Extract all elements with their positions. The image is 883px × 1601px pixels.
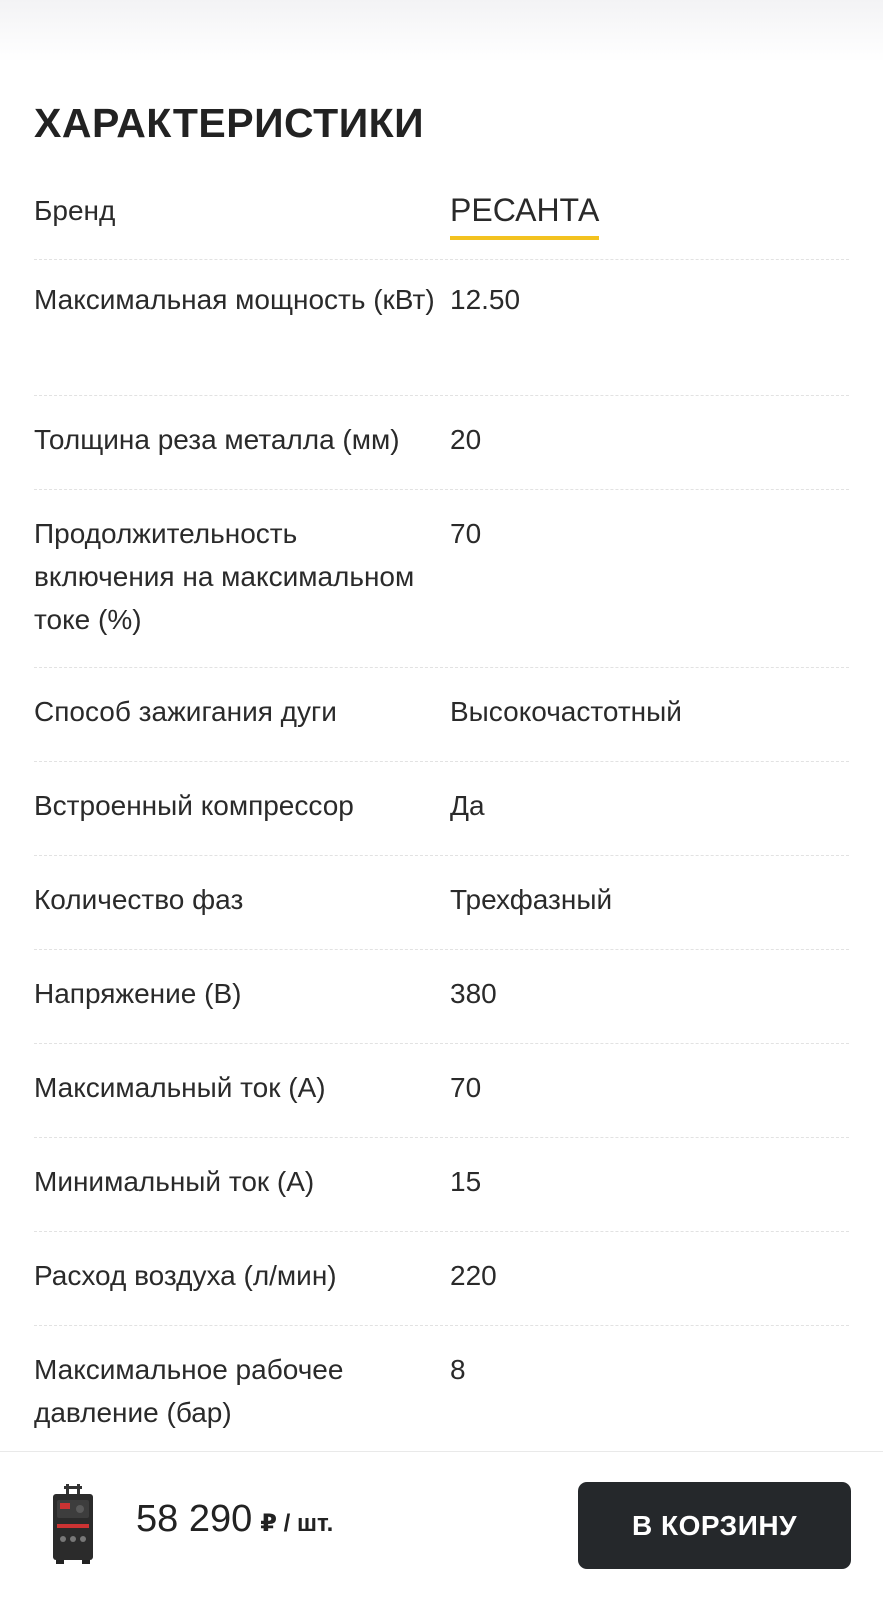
welder-thumbnail-icon[interactable] <box>50 1484 96 1564</box>
spec-label: Расход воздуха (л/мин) <box>34 1260 337 1291</box>
spec-value: 15 <box>450 1166 482 1197</box>
spec-label: Встроенный компрессор <box>34 790 354 821</box>
spec-value: 70 <box>450 1072 482 1103</box>
price-value: 58 290 <box>136 1498 253 1540</box>
spec-label: Бренд <box>34 195 116 226</box>
spec-label: Максимальная мощность (кВт) <box>34 284 435 315</box>
spec-row <box>34 396 849 490</box>
spec-row <box>34 668 849 762</box>
spec-label: Продолжительность включения на максимальном токе (%) <box>34 518 415 635</box>
page-title: ХАРАКТЕРИСТИКИ <box>34 100 425 146</box>
spec-value: 8 <box>450 1354 466 1385</box>
spec-value: 380 <box>450 978 497 1009</box>
spec-row-brand <box>34 173 849 260</box>
spec-row <box>34 1044 849 1138</box>
spec-row <box>34 1326 849 1451</box>
spec-row <box>34 260 849 396</box>
add-to-cart-button[interactable]: В КОРЗИНУ <box>578 1482 851 1569</box>
spec-row <box>34 1232 849 1326</box>
spec-label: Максимальный ток (А) <box>34 1072 326 1103</box>
spec-row <box>34 762 849 856</box>
spec-row <box>34 856 849 950</box>
top-bar-shadow <box>0 0 883 62</box>
spec-value: 70 <box>450 518 482 549</box>
spec-value: Трехфазный <box>450 884 613 915</box>
spec-row <box>34 490 849 668</box>
specs-list <box>34 173 849 1451</box>
price <box>136 1498 333 1541</box>
price-unit: ₽ / шт. <box>260 1510 334 1537</box>
bottom-buy-bar <box>0 1451 883 1601</box>
spec-value: Да <box>450 790 485 821</box>
brand-link[interactable]: РЕСАНТА <box>450 189 599 240</box>
spec-label: Минимальный ток (А) <box>34 1166 315 1197</box>
spec-row <box>34 1138 849 1232</box>
spec-value: Высокочастотный <box>450 696 682 727</box>
spec-label: Способ зажигания дуги <box>34 696 337 727</box>
spec-label: Толщина реза металла (мм) <box>34 424 400 455</box>
spec-label: Количество фаз <box>34 884 244 915</box>
spec-label: Напряжение (В) <box>34 978 242 1009</box>
spec-value: 20 <box>450 424 482 455</box>
spec-row <box>34 950 849 1044</box>
spec-value: 12.50 <box>450 284 521 315</box>
spec-value: 220 <box>450 1260 497 1291</box>
spec-label: Максимальное рабочее давление (бар) <box>34 1354 344 1428</box>
